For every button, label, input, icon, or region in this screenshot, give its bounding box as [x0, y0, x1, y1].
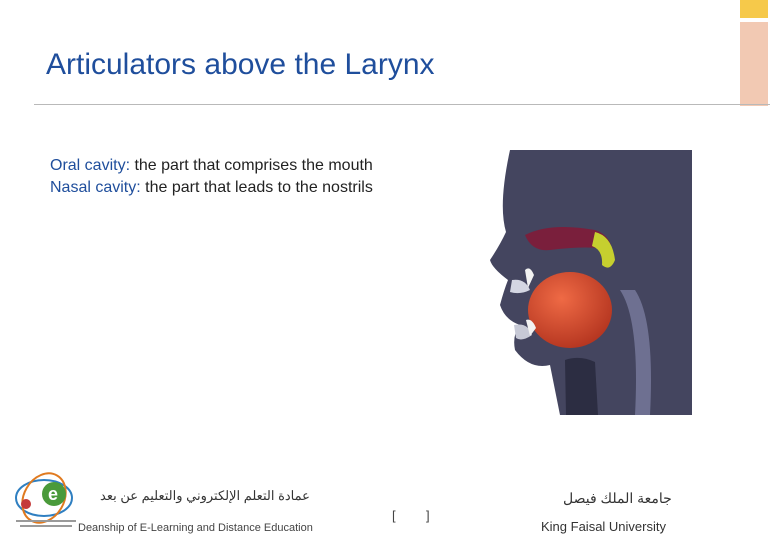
elearning-logo-icon — [10, 470, 86, 534]
term-nasal-cavity: Nasal cavity: — [50, 179, 141, 196]
definition-nasal-cavity — [50, 177, 373, 199]
footer — [0, 460, 780, 540]
term-oral-cavity: Oral cavity: — [50, 157, 131, 174]
deanship-english: Deanship of E-Learning and Distance Education — [78, 522, 313, 534]
title-divider — [34, 104, 770, 105]
slide-title: Articulators above the Larynx — [46, 48, 435, 81]
university-english: King Faisal University — [541, 519, 666, 534]
definition-text-nasal: the part that leads to the nostrils — [140, 179, 373, 196]
tongue-shape — [528, 272, 612, 348]
definitions-block — [50, 155, 373, 199]
decorative-bar-yellow — [740, 0, 768, 18]
page-number-open: [ — [392, 508, 396, 523]
definition-text-oral: the part that comprises the mouth — [130, 157, 373, 174]
larynx-shape — [565, 358, 598, 415]
definition-oral-cavity — [50, 155, 373, 177]
svg-text:e: e — [48, 484, 59, 504]
page-number-close: ] — [426, 508, 430, 523]
university-arabic: جامعة الملك فيصل — [563, 490, 672, 506]
decorative-bar-peach — [740, 22, 768, 106]
deanship-arabic: عمادة التعلم الإلكتروني والتعليم عن بعد — [100, 488, 310, 503]
vocal-tract-illustration — [470, 150, 692, 415]
